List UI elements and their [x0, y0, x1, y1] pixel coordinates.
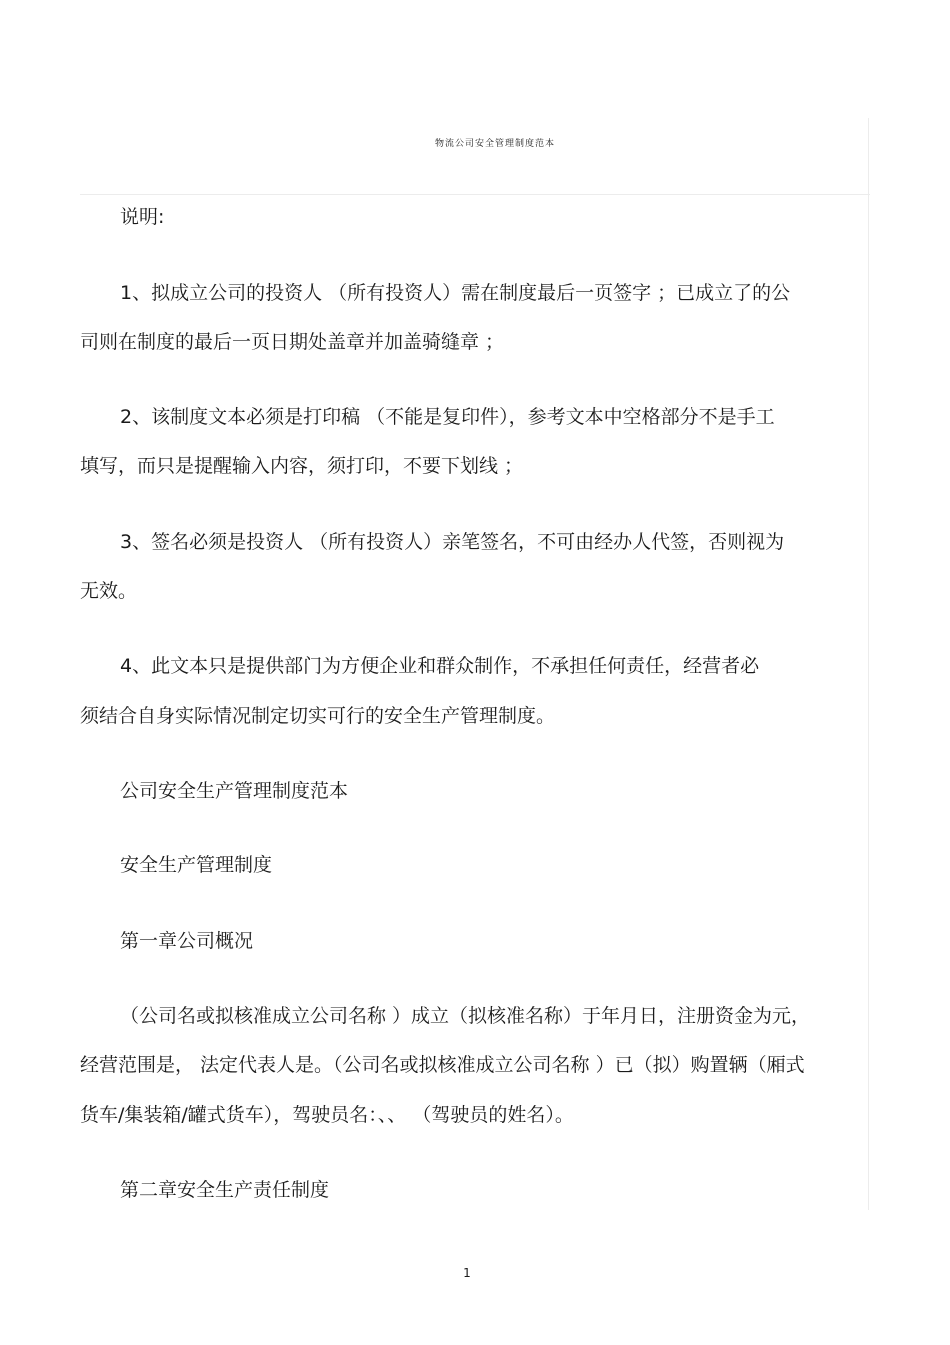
note-1-line-2: 司则在制度的最后一页日期处盖章并加盖骑缝章 ； [80, 331, 505, 353]
right-margin-divider [868, 118, 869, 1210]
page-number: 1 [463, 1266, 471, 1280]
note-3-line-2: 无效。 [80, 580, 138, 602]
chapter-2-heading: 第二章安全生产责任制度 [120, 1179, 330, 1201]
chapter-1-line-1: （公司名或拟核准成立公司名称 ）成立（拟核准名称）于年月日，注册资金为元， [120, 1005, 811, 1027]
chapter-1-heading: 第一章公司概况 [120, 930, 254, 952]
intro-label: 说明: [120, 206, 165, 228]
section-title: 安全生产管理制度 [120, 854, 273, 876]
note-1-line-1: 1、拟成立公司的投资人 （所有投资人）需在制度最后一页签字 ；已成立了的公 [120, 282, 791, 304]
chapter-1-line-2: 经营范围是， 法定代表人是。（公司名或拟核准成立公司名称 ）已（拟）购置辆（厢式 [80, 1054, 805, 1076]
note-2-line-1: 2、该制度文本必须是打印稿 （不能是复印件），参考文本中空格部分不是手工 [120, 406, 775, 428]
document-subtitle: 公司安全生产管理制度范本 [120, 780, 349, 802]
note-2-line-2: 填写，而只是提醒输入内容，须打印，不要下划线 ； [80, 455, 524, 477]
document-title: 物流公司安全管理制度范本 [434, 139, 555, 149]
note-4-line-2: 须结合自身实际情况制定切实可行的安全生产管理制度。 [80, 705, 556, 727]
header-divider [80, 194, 870, 195]
note-3-line-1: 3、签名必须是投资人 （所有投资人）亲笔签名，不可由经办人代签，否则视为 [120, 531, 785, 553]
chapter-1-line-3: 货车/集装箱/罐式货车），驾驶员名：、、 （驾驶员的姓名）。 [80, 1104, 574, 1126]
note-4-line-1: 4、此文本只是提供部门为方便企业和群众制作，不承担任何责任，经营者必 [120, 655, 760, 677]
